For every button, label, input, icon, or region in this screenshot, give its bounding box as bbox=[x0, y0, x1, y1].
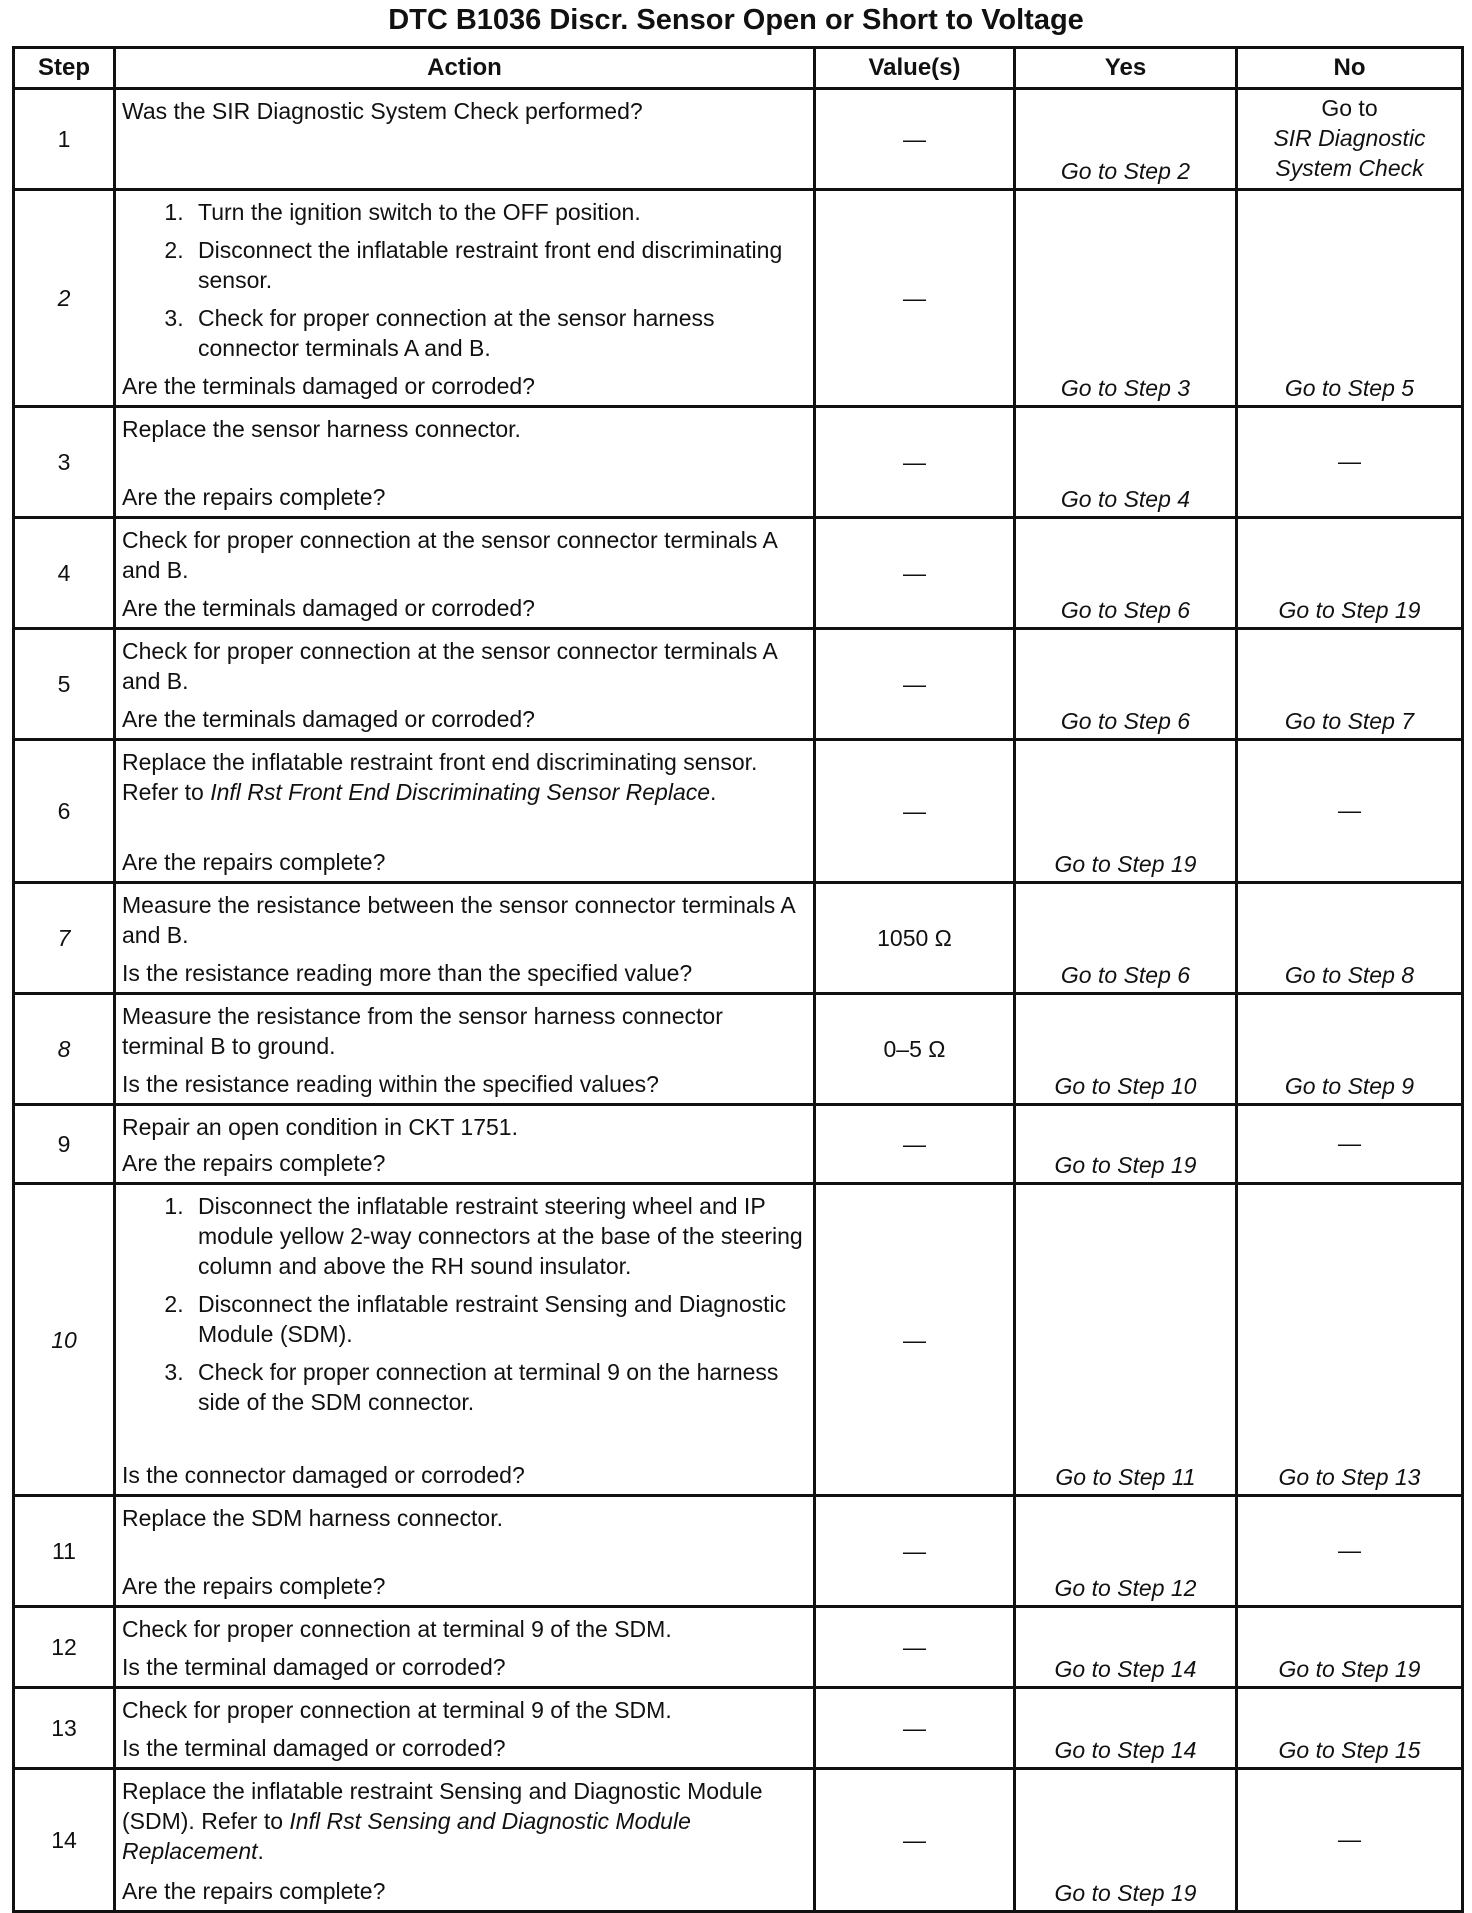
action-line: Repair an open condition in CKT 1751. bbox=[122, 1114, 518, 1140]
value-cell: — bbox=[815, 518, 1015, 629]
table-row bbox=[14, 1688, 1463, 1769]
action-cell bbox=[115, 740, 815, 883]
action-question: Is the connector damaged or corroded? bbox=[122, 1462, 525, 1488]
action-text bbox=[122, 525, 807, 585]
step-number: 2 bbox=[14, 190, 115, 407]
no-result: Go to Step 19 bbox=[1237, 1607, 1463, 1688]
value-cell: — bbox=[815, 1607, 1015, 1688]
step-number: 8 bbox=[14, 994, 115, 1105]
action-text bbox=[122, 96, 807, 126]
action-step-item: 3. Check for proper connection at terminal 9 on the harness side of the SDM connector. bbox=[190, 1357, 807, 1417]
action-line: Replace the sensor harness connector. bbox=[122, 416, 521, 442]
value-cell: — bbox=[815, 190, 1015, 407]
action-step-item: 2. Disconnect the inflatable restraint Sensing and Diagnostic Module (SDM). bbox=[190, 1289, 807, 1349]
action-text bbox=[122, 1614, 807, 1644]
diagnostic-table bbox=[12, 46, 1464, 1913]
no-result: — bbox=[1237, 1496, 1463, 1607]
action-step-item: 1. Turn the ignition switch to the OFF position. bbox=[190, 197, 807, 227]
action-text bbox=[122, 636, 807, 696]
table-row bbox=[14, 518, 1463, 629]
step-number: 13 bbox=[14, 1688, 115, 1769]
yes-result: Go to Step 4 bbox=[1015, 407, 1237, 518]
action-cell bbox=[115, 994, 815, 1105]
action-question: Are the repairs complete? bbox=[122, 1878, 386, 1904]
value-cell: 1050 Ω bbox=[815, 883, 1015, 994]
action-question: Is the resistance reading more than the specified value? bbox=[122, 960, 693, 986]
action-question: Are the repairs complete? bbox=[122, 484, 386, 510]
step-number: 10 bbox=[14, 1184, 115, 1496]
value-cell: — bbox=[815, 407, 1015, 518]
no-result: Go to Step 15 bbox=[1237, 1688, 1463, 1769]
procedure-reference: Infl Rst Sensing and Diagnostic Module Replacement bbox=[122, 1808, 691, 1864]
step-number: 11 bbox=[14, 1496, 115, 1607]
action-question: Are the terminals damaged or corroded? bbox=[122, 595, 535, 621]
no-result: Go to Step 19 bbox=[1237, 518, 1463, 629]
step-number: 12 bbox=[14, 1607, 115, 1688]
action-line: Measure the resistance between the sensor connector terminals A and B. bbox=[122, 892, 795, 948]
value-cell: — bbox=[815, 1105, 1015, 1184]
yes-result: Go to Step 10 bbox=[1015, 994, 1237, 1105]
no-result-prefix: Go to bbox=[1321, 95, 1378, 121]
no-result: Go to Step 13 bbox=[1237, 1184, 1463, 1496]
value-cell: — bbox=[815, 1688, 1015, 1769]
no-result: Go to Step 9 bbox=[1237, 994, 1463, 1105]
value-cell: — bbox=[815, 89, 1015, 190]
header-no: No bbox=[1237, 48, 1463, 89]
action-line: Check for proper connection at terminal 9 of the SDM. bbox=[122, 1697, 672, 1723]
table-row bbox=[14, 1105, 1463, 1184]
procedure-reference: Infl Rst Front End Discriminating Sensor Replace bbox=[210, 779, 711, 805]
action-cell bbox=[115, 629, 815, 740]
no-result: Go to Step 7 bbox=[1237, 629, 1463, 740]
action-text bbox=[122, 1112, 807, 1142]
action-line: Check for proper connection at terminal 9 of the SDM. bbox=[122, 1616, 672, 1642]
action-line: Check for proper connection at the sensor connector terminals A and B. bbox=[122, 527, 777, 583]
page-title: DTC B1036 Discr. Sensor Open or Short to Voltage bbox=[388, 4, 1084, 36]
table-row bbox=[14, 1496, 1463, 1607]
no-result: Go to Step 8 bbox=[1237, 883, 1463, 994]
step-number: 14 bbox=[14, 1769, 115, 1912]
no-result: Go to Step 5 bbox=[1237, 190, 1463, 407]
value-cell: 0–5 Ω bbox=[815, 994, 1015, 1105]
table-row bbox=[14, 89, 1463, 190]
action-cell bbox=[115, 89, 815, 190]
no-result: — bbox=[1237, 1105, 1463, 1184]
action-line: Replace the inflatable restraint Sensing and Diagnostic Module (SDM). Refer to bbox=[122, 1778, 763, 1834]
action-text: Replace the inflatable restraint Sensing and Diagnostic Module (SDM). Refer to Infl Rst Sensing and Diagnostic Module Replacement. bbox=[122, 1778, 763, 1864]
action-question: Are the repairs complete? bbox=[122, 1573, 386, 1599]
action-line: Was the SIR Diagnostic System Check performed? bbox=[122, 98, 643, 124]
value-cell: — bbox=[815, 740, 1015, 883]
action-text bbox=[122, 197, 807, 367]
yes-result: Go to Step 14 bbox=[1015, 1688, 1237, 1769]
header-values: Value(s) bbox=[815, 48, 1015, 89]
action-text bbox=[122, 890, 807, 950]
step-number: 9 bbox=[14, 1105, 115, 1184]
action-step-item: 2. Disconnect the inflatable restraint front end discriminating sensor. bbox=[190, 235, 807, 295]
action-cell bbox=[115, 518, 815, 629]
yes-result: Go to Step 19 bbox=[1015, 1769, 1237, 1912]
table-row bbox=[14, 994, 1463, 1105]
table-row bbox=[14, 407, 1463, 518]
action-cell bbox=[115, 1184, 815, 1496]
action-text bbox=[122, 1503, 807, 1533]
header-yes: Yes bbox=[1015, 48, 1237, 89]
value-cell: — bbox=[815, 1184, 1015, 1496]
action-cell bbox=[115, 190, 815, 407]
action-cell bbox=[115, 1769, 815, 1912]
action-cell bbox=[115, 1105, 815, 1184]
yes-result: Go to Step 14 bbox=[1015, 1607, 1237, 1688]
yes-result: Go to Step 19 bbox=[1015, 1105, 1237, 1184]
yes-result: Go to Step 11 bbox=[1015, 1184, 1237, 1496]
no-result-reference: SIR Diagnostic System Check bbox=[1273, 125, 1426, 181]
table-row bbox=[14, 1184, 1463, 1496]
step-number: 7 bbox=[14, 883, 115, 994]
action-cell bbox=[115, 883, 815, 994]
table-row bbox=[14, 1769, 1463, 1912]
action-steps-list bbox=[122, 1191, 807, 1417]
action-question: Are the terminals damaged or corroded? bbox=[122, 706, 535, 732]
no-result: — bbox=[1237, 407, 1463, 518]
action-question: Are the repairs complete? bbox=[122, 849, 386, 875]
step-number: 3 bbox=[14, 407, 115, 518]
action-cell bbox=[115, 1607, 815, 1688]
table-row bbox=[14, 740, 1463, 883]
step-number: 6 bbox=[14, 740, 115, 883]
no-result: — bbox=[1237, 740, 1463, 883]
step-number: 1 bbox=[14, 89, 115, 190]
table-row bbox=[14, 629, 1463, 740]
action-question: Are the repairs complete? bbox=[122, 1150, 386, 1176]
action-steps-list bbox=[122, 197, 807, 363]
action-cell bbox=[115, 1496, 815, 1607]
yes-result: Go to Step 2 bbox=[1015, 89, 1237, 190]
yes-result: Go to Step 6 bbox=[1015, 518, 1237, 629]
yes-result: Go to Step 3 bbox=[1015, 190, 1237, 407]
action-text bbox=[122, 1191, 807, 1421]
action-question: Is the terminal damaged or corroded? bbox=[122, 1654, 506, 1680]
action-question: Is the resistance reading within the specified values? bbox=[122, 1071, 659, 1097]
header-step: Step bbox=[14, 48, 115, 89]
table-row bbox=[14, 1607, 1463, 1688]
yes-result: Go to Step 19 bbox=[1015, 740, 1237, 883]
action-question: Are the terminals damaged or corroded? bbox=[122, 373, 535, 399]
value-cell: — bbox=[815, 629, 1015, 740]
action-text: Replace the inflatable restraint front end discriminating sensor. Refer to Infl Rst Front End Discriminating Sensor Replace. bbox=[122, 749, 758, 805]
action-cell bbox=[115, 407, 815, 518]
yes-result: Go to Step 12 bbox=[1015, 1496, 1237, 1607]
yes-result: Go to Step 6 bbox=[1015, 883, 1237, 994]
no-result: — bbox=[1237, 1769, 1463, 1912]
action-line: Check for proper connection at the sensor connector terminals A and B. bbox=[122, 638, 777, 694]
action-line: Measure the resistance from the sensor harness connector terminal B to ground. bbox=[122, 1003, 723, 1059]
action-question: Is the terminal damaged or corroded? bbox=[122, 1735, 506, 1761]
step-number: 5 bbox=[14, 629, 115, 740]
yes-result: Go to Step 6 bbox=[1015, 629, 1237, 740]
step-number: 4 bbox=[14, 518, 115, 629]
value-cell: — bbox=[815, 1769, 1015, 1912]
action-text bbox=[122, 414, 807, 444]
action-cell bbox=[115, 1688, 815, 1769]
action-line: Replace the inflatable restraint front end discriminating sensor. Refer to bbox=[122, 749, 758, 805]
action-text bbox=[122, 1695, 807, 1725]
value-cell: — bbox=[815, 1496, 1015, 1607]
action-step-item: 1. Disconnect the inflatable restraint steering wheel and IP module yellow 2-way connectors at the base of the steering column and above the RH sound insulator. bbox=[190, 1191, 807, 1281]
no-result bbox=[1237, 89, 1463, 190]
table-row bbox=[14, 190, 1463, 407]
table-header-row bbox=[14, 48, 1463, 89]
header-action: Action bbox=[115, 48, 815, 89]
action-text bbox=[122, 1001, 807, 1061]
table-row bbox=[14, 883, 1463, 994]
action-step-item: 3. Check for proper connection at the sensor harness connector terminals A and B. bbox=[190, 303, 807, 363]
action-line: Replace the SDM harness connector. bbox=[122, 1505, 503, 1531]
